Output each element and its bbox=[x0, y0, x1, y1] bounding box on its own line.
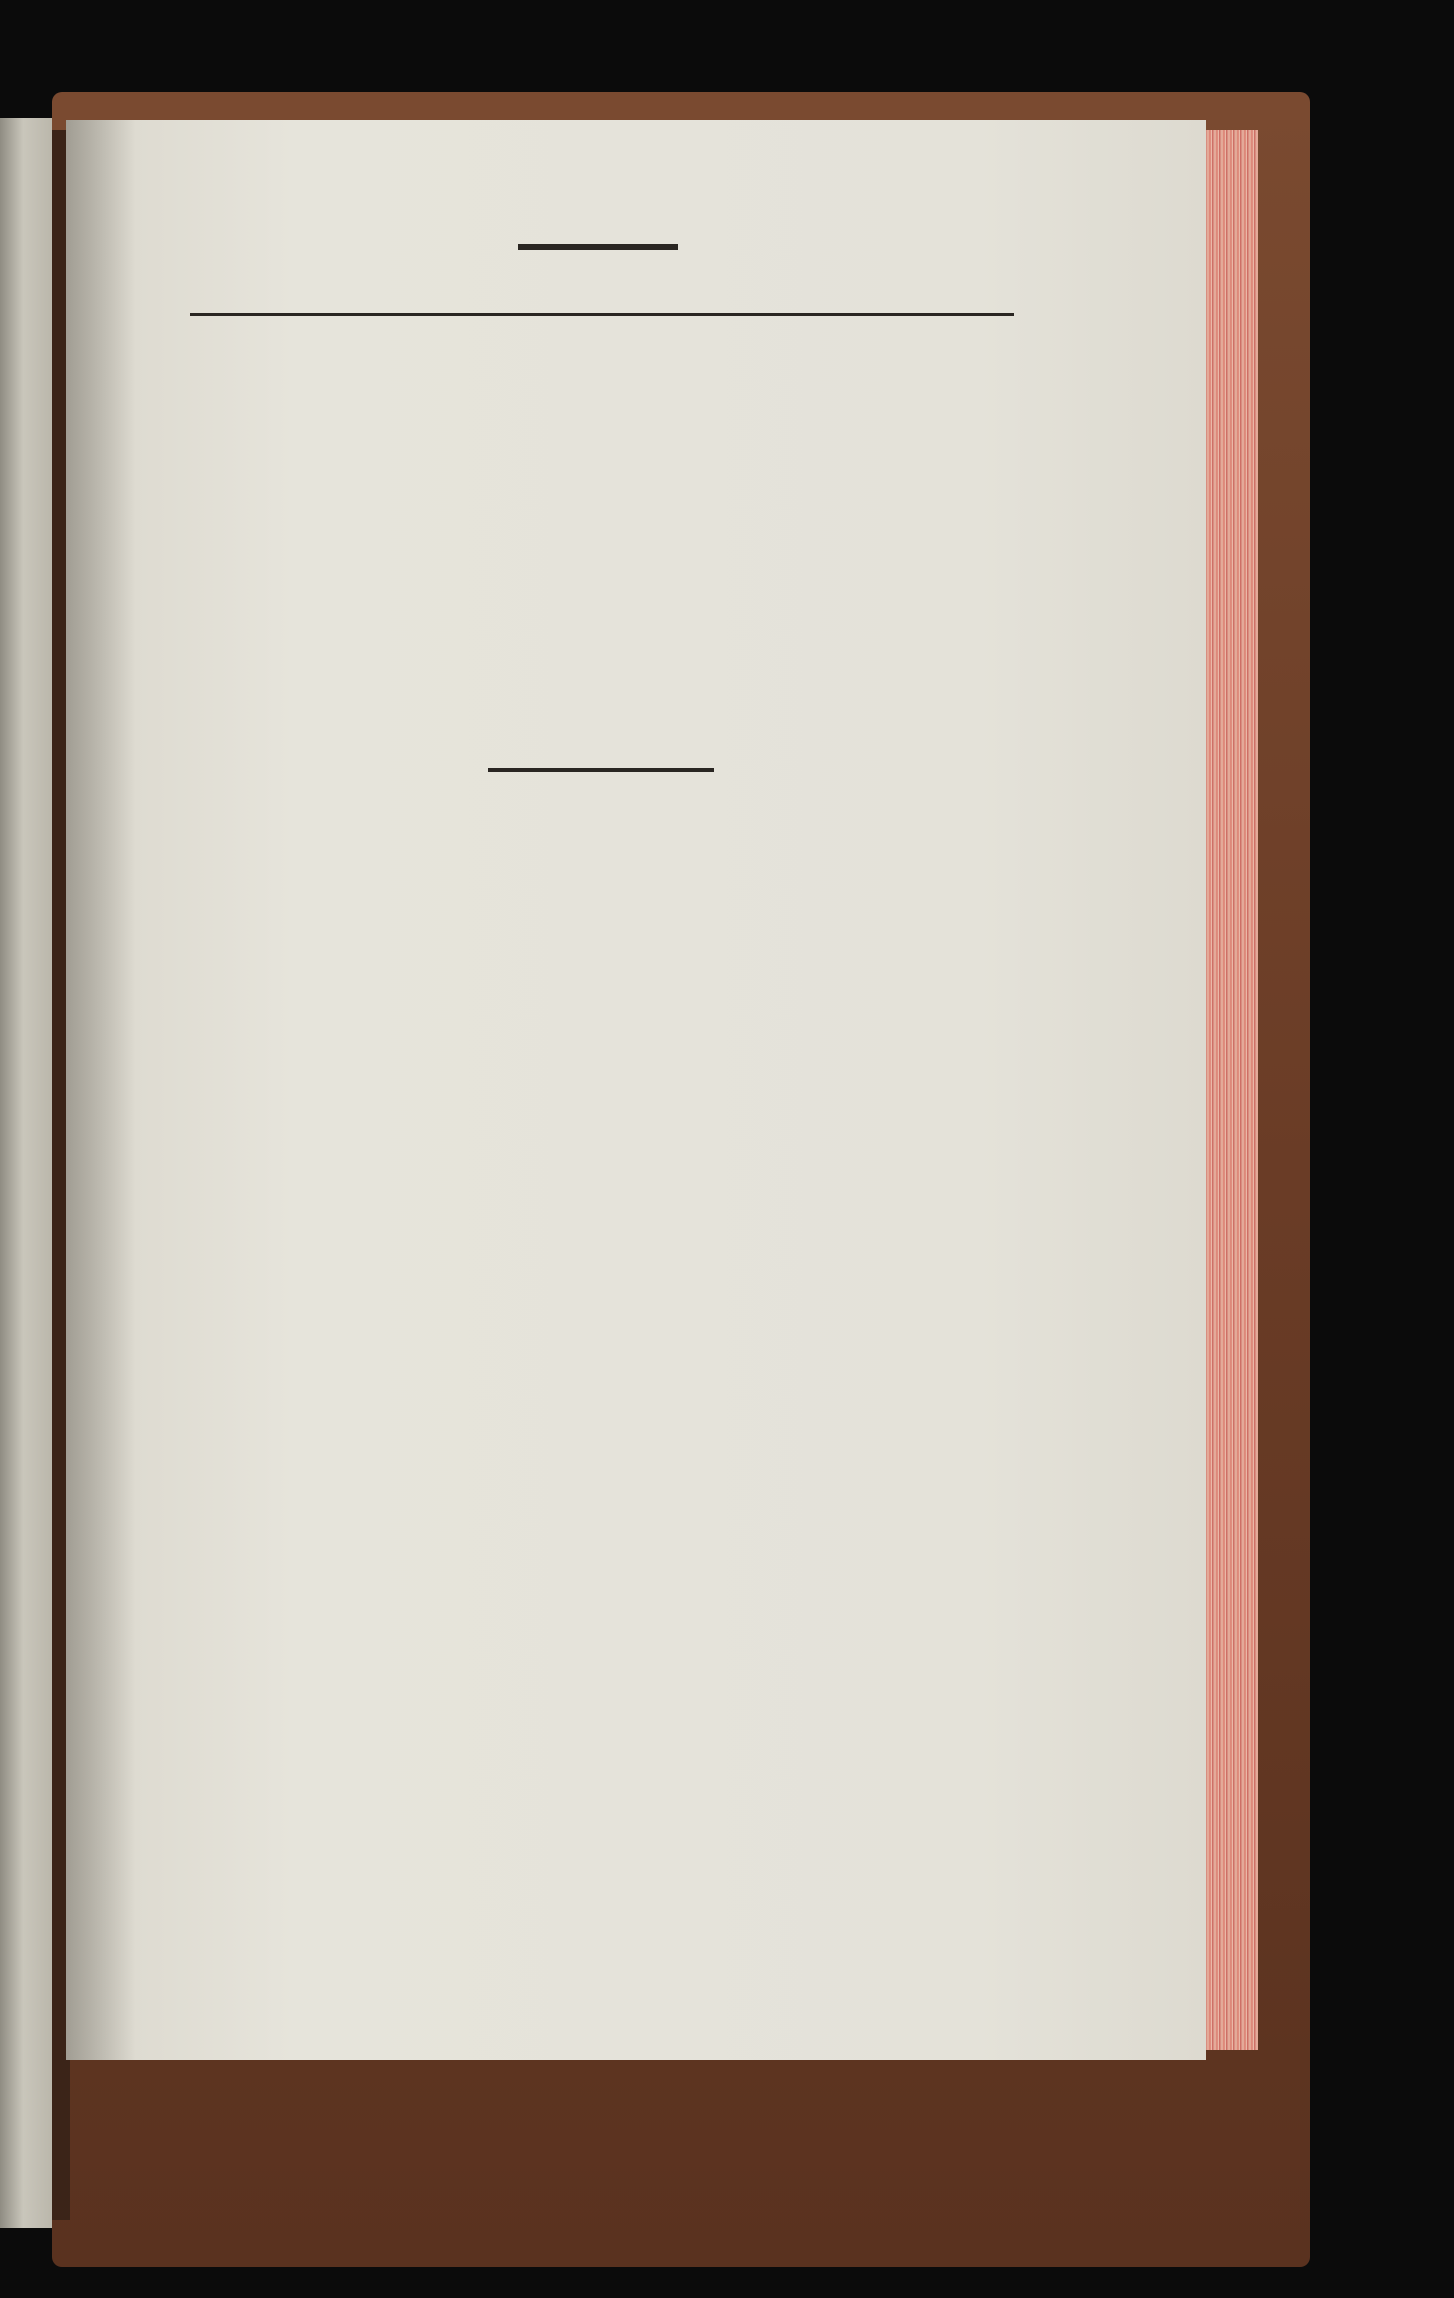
right-page bbox=[66, 120, 1206, 2060]
page-block-edges bbox=[1198, 130, 1258, 2050]
title-rule bbox=[488, 768, 714, 772]
gutter-shadow bbox=[66, 120, 136, 2060]
header-rule bbox=[518, 244, 678, 250]
left-page-edge bbox=[0, 118, 58, 2228]
top-rule bbox=[190, 313, 1014, 316]
